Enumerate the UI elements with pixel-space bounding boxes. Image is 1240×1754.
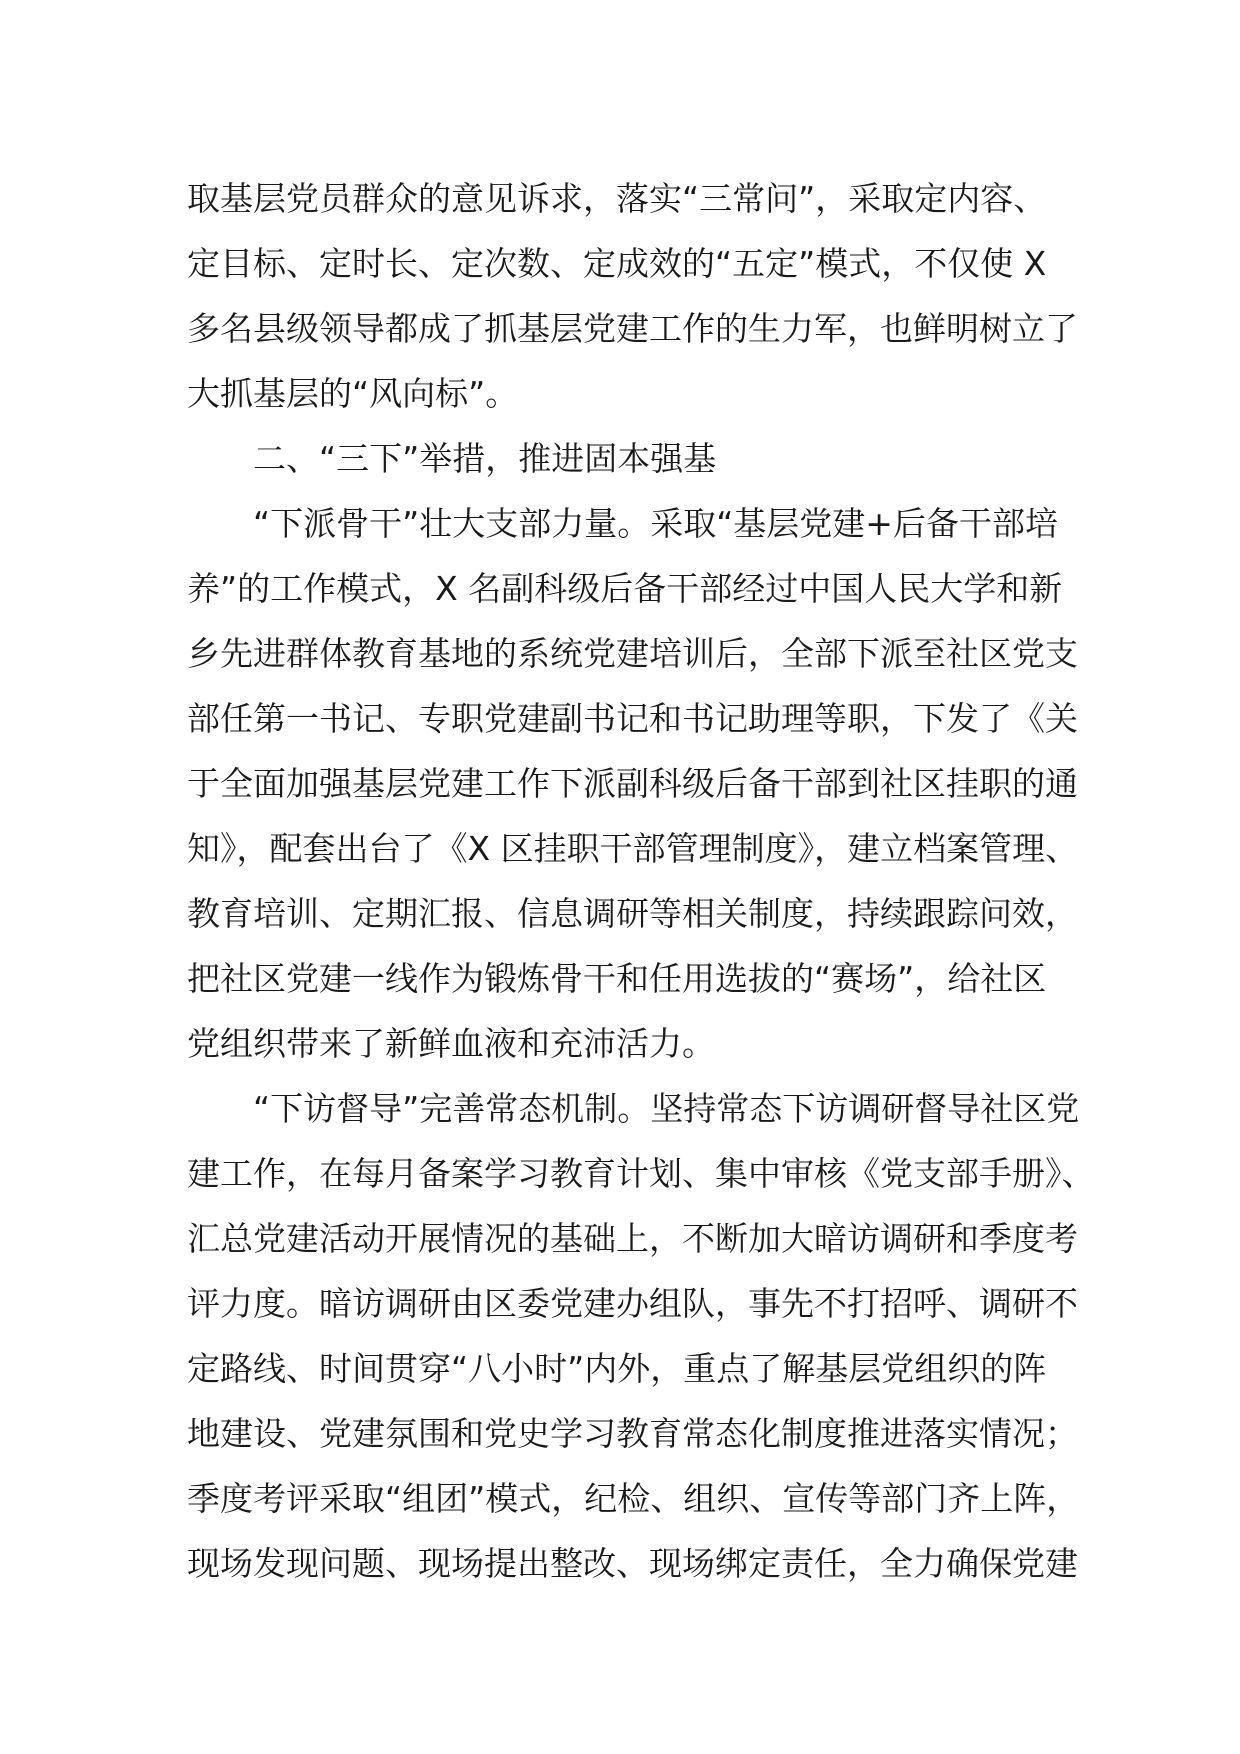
text-line: 把社区党建一线作为锻炼骨干和任用选拔的“赛场”，给社区 <box>187 959 1047 998</box>
text-line: 乡先进群体教育基地的系统党建培训后，全部下派至社区党支 <box>187 634 1078 673</box>
text-line: 取基层党员群众的意见诉求，落实“三常问”，采取定内容、 <box>187 179 1047 218</box>
body-text <box>187 166 1095 1596</box>
text-line: 教育培训、定期汇报、信息调研等相关制度，持续跟踪问效， <box>187 894 1078 933</box>
text-line: 大抓基层的“风向标”。 <box>187 374 519 413</box>
text-line: 知》，配套出台了《X 区挂职干部管理制度》，建立档案管理、 <box>187 829 1079 868</box>
text-line: 地建设、党建氛围和党史学习教育常态化制度推进落实情况； <box>187 1414 1078 1453</box>
section-heading: 二、“三下”举措，推进固本强基 <box>187 439 717 478</box>
text-line: 现场发现问题、现场提出整改、现场绑定责任，全力确保党建 <box>187 1544 1078 1583</box>
text-line: “下访督导”完善常态机制。坚持常态下访调研督导社区党 <box>187 1089 1080 1128</box>
text-line: 汇总党建活动开展情况的基础上，不断加大暗访调研和季度考 <box>187 1219 1078 1258</box>
text-line: 季度考评采取“组团”模式，纪检、组织、宣传等部门齐上阵， <box>187 1479 1080 1518</box>
text-line: 多名县级领导都成了抓基层党建工作的生力军，也鲜明树立了 <box>187 309 1078 348</box>
text-line: 定路线、时间贯穿“八小时”内外，重点了解基层党组织的阵 <box>187 1349 1047 1388</box>
text-line: 定目标、定时长、定次数、定成效的“五定”模式，不仅使 X <box>187 244 1047 283</box>
text-line: 养”的工作模式，X 名副科级后备干部经过中国人民大学和新 <box>187 569 1063 608</box>
text-line: 部任第一书记、专职党建副书记和书记助理等职，下发了《关 <box>187 699 1078 738</box>
text-line: “下派骨干”壮大支部力量。采取“基层党建+后备干部培 <box>187 504 1058 543</box>
text-line: 建工作，在每月备案学习教育计划、集中审核《党支部手册》、 <box>187 1154 1095 1193</box>
text-line: 党组织带来了新鲜血液和充沛活力。 <box>187 1024 715 1063</box>
text-line: 评力度。暗访调研由区委党建办组队，事先不打招呼、调研不 <box>187 1284 1078 1323</box>
text-line: 于全面加强基层党建工作下派副科级后备干部到社区挂职的通 <box>187 764 1078 803</box>
